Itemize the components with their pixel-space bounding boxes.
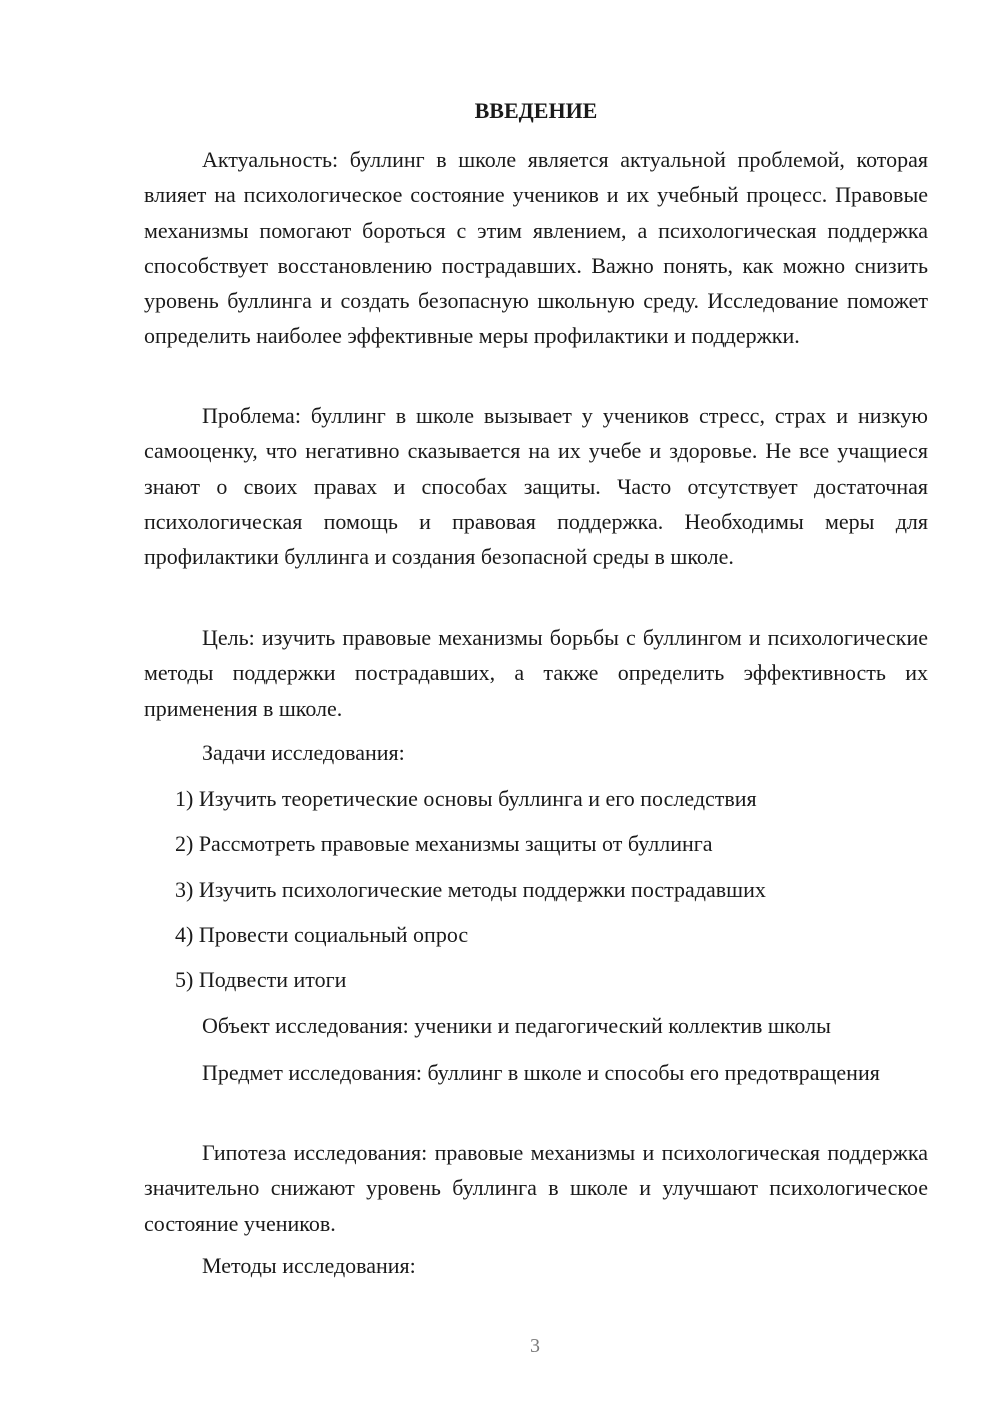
problem-paragraph: Проблема: буллинг в школе вызывает у учеников стресс, страх и низкую самооценку, что негативно сказывается на их учебе и здоровье. Не все учащиеся знают о своих правах и способах защиты. Часто отсутствует достаточная психологическая помощь и правовая поддержка. Необходимы меры для профилактики буллинга и создания безопасной среды в школе. — [144, 403, 928, 570]
section-title: ВВЕДЕНИЕ — [474, 98, 598, 123]
task-item: 1) Изучить теоретические основы буллинга и его последствия — [175, 786, 757, 811]
relevance-block — [144, 142, 928, 354]
task-item: 2) Рассмотреть правовые механизмы защиты от буллинга — [175, 831, 713, 856]
problem-block — [144, 398, 928, 574]
object-paragraph: Объект исследования: ученики и педагогический коллектив школы — [202, 1013, 831, 1038]
relevance-paragraph: Актуальность: буллинг в школе является актуальной проблемой, которая влияет на психологическое состояние учеников и их учебный процесс. Правовые механизмы помогают бороться с этим явлением, а психологическая поддержка способствует восстановлению пострадавших. Важно понять, как можно снизить уровень буллинга и создать безопасную школьную среду. Исследование поможет определить наиболее эффективные меры профилактики и поддержки. — [144, 147, 928, 349]
page-number: 3 — [530, 1335, 540, 1357]
subject-block — [144, 1055, 928, 1090]
task-item: 5) Подвести итоги — [175, 967, 347, 992]
tasks-heading: Задачи исследования: — [202, 740, 405, 765]
hypothesis-paragraph: Гипотеза исследования: правовые механизмы и психологическая поддержка значительно снижают уровень буллинга в школе и улучшают психологическое состояние учеников. — [144, 1140, 928, 1236]
task-item: 4) Провести социальный опрос — [175, 922, 469, 947]
task-item: 3) Изучить психологические методы поддержки пострадавших — [175, 877, 766, 902]
methods-heading: Методы исследования: — [202, 1253, 416, 1278]
goal-paragraph: Цель: изучить правовые механизмы борьбы с буллингом и психологические методы поддержки пострадавших, а также определить эффективность их применения в школе. — [144, 625, 928, 721]
subject-paragraph: Предмет исследования: буллинг в школе и способы его предотвращения — [202, 1060, 880, 1085]
hypothesis-block — [144, 1135, 928, 1241]
goal-block — [144, 620, 928, 726]
